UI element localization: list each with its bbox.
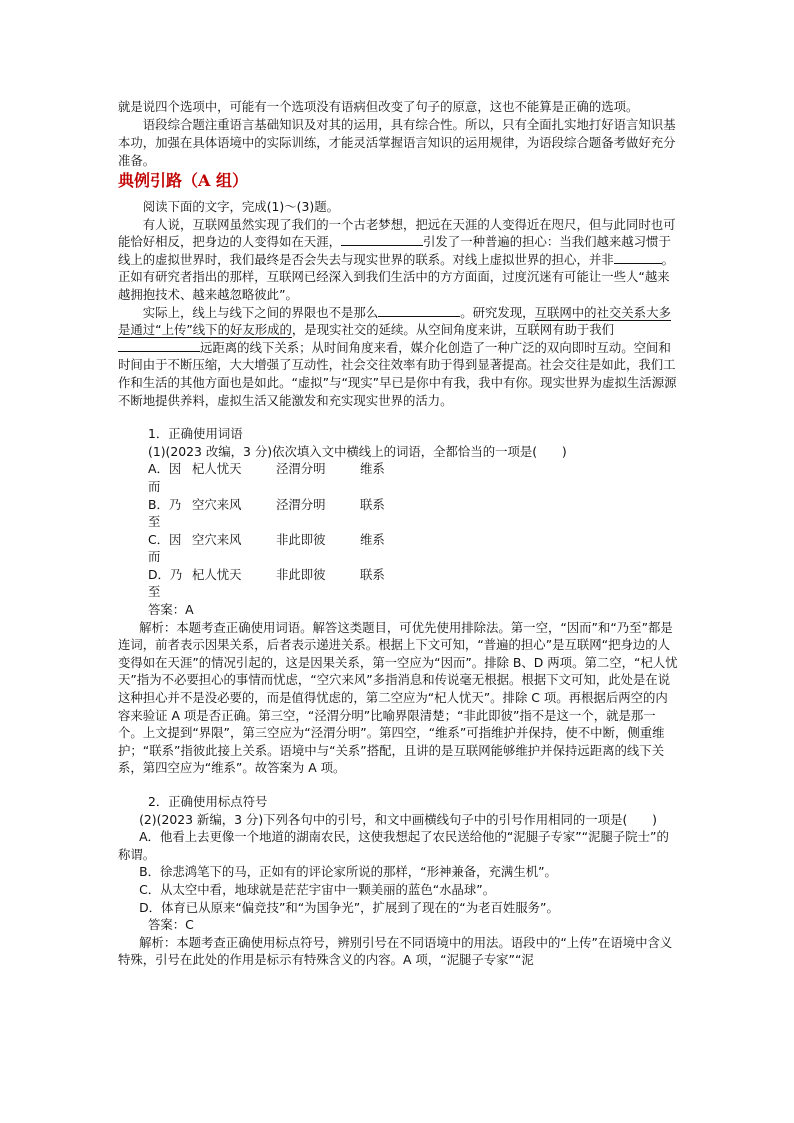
question-2-option-d: D．体育已从原来“偏竞技”和“为国争光”，扩展到了现在的“为老百姓服务”。	[139, 899, 559, 915]
question-2-option-c: C．从太空中看，地球就是茫茫宇宙中一颗美丽的蓝色“水晶球”。	[139, 881, 496, 897]
section-heading: 典例引路（A 组）	[118, 171, 248, 190]
option-word: 空穴来风	[192, 496, 242, 512]
fill-blank-4	[118, 339, 200, 352]
question-1-option-d	[118, 566, 678, 601]
option-label: D．乃至	[148, 566, 183, 600]
passage-paragraph-1	[118, 216, 678, 304]
option-word: 维系	[360, 531, 385, 547]
question-1-section-title: 1．正确使用词语	[148, 426, 243, 442]
option-word: 空穴来风	[192, 531, 242, 547]
question-1-analysis: 解析：本题考查正确使用词语。解答这类题目，可优先使用排除法。第一空，“因而”和“乃至”都是连词，前者表示因果关系，后者表示递进关系。根据上下文可知，“普遍的担心”是互联网“把身边的人变得如在天涯”的情况引起的，这是因果关系，第一空应为“因而”。排除 B、D 两项。第二空，“杞人忧天”指为不必要担心的事情而忧虑，“空穴来风”多指消息和传说毫无根据。根据下文可知，此处是在说这种担心并不是没必要的，而是值得忧虑的，第二空应为“杞人忧天”。排除 C 项。再根据后两空的内容来验证 A 项是否正确。第三空，“泾渭分明”比喻界限清楚；“非此即彼”指不是这一个，就是那一个。上文提到“界限”，第三空应为“泾渭分明”。第四空，“维系”可指维护并保持，使不中断，侧重维护；“联系”指彼此接上关系。语境中与“关系”搭配，且讲的是互联网能够维护并保持远距离的线下关系，第四空应为“维系”。故答案为 A 项。	[118, 619, 678, 776]
option-label: C．因而	[148, 531, 182, 565]
question-1-stem: (1)(2023 改编，3 分)依次填入文中横线上的词语，全都恰当的一项是( )	[148, 443, 567, 459]
reading-instruction: 阅读下面的文字，完成(1)～(3)题。	[142, 199, 339, 214]
option-word: 非此即彼	[276, 566, 326, 582]
passage-text: 。正如有研究者指出的那样，互联网已经深入到我们生活中的方方面面，过度沉迷有可能让一些人“越来越拥抱技术、越来越忽略彼此”。	[118, 251, 675, 302]
option-word: 维系	[360, 461, 385, 477]
option-word: 杞人忧天	[192, 566, 242, 582]
option-label: B．乃至	[148, 496, 182, 530]
fill-blank-2	[614, 251, 662, 264]
intro-paragraph-2: 语段综合题注重语言基础知识及对其的运用，具有综合性。所以，只有全面扎实地打好语言知识基本功，加强在具体语境中的实际训练，才能灵活掌握语言知识的运用规律，为语段综合题备考做好充分准备。	[118, 117, 676, 168]
option-word: 非此即彼	[276, 531, 326, 547]
question-1-option-b	[118, 496, 678, 531]
option-label: A．因而	[148, 461, 182, 494]
document-page	[118, 98, 678, 969]
option-word: 泾渭分明	[276, 496, 326, 512]
question-2-option-b: B．徐悲鸿笔下的马，正如有的评论家所说的那样，“形神兼备，充满生机”。	[139, 864, 557, 880]
option-word: 杞人忧天	[192, 461, 242, 477]
passage-paragraph-2	[118, 304, 678, 410]
question-2-analysis: 解析：本题考查正确使用标点符号，辨别引号在不同语境中的用法。语段中的“上传”在语境中含义特殊，引号在此处的作用是标示有特殊含义的内容。A 项，“泥腿子专家”“泥	[118, 934, 673, 968]
passage-text: ，是现实社交的延续。从空间角度来讲，互联网有助于我们	[291, 322, 615, 338]
passage-text: 引发了一种普遍的担心：当我们越来越习惯于线上的虚拟世界时，我们最终是否会失去与现实世界的联系。对线上虚拟世界的担心，并非	[118, 234, 671, 267]
option-word: 联系	[360, 566, 385, 582]
reading-passage	[118, 198, 678, 409]
question-2	[118, 793, 678, 969]
question-2-option-a: A．他看上去更像一个地道的湖南农民，这使我想起了农民送给他的“泥腿子专家”“泥腿子院士”的称谓。	[118, 829, 669, 862]
passage-text: 远距离的线下关系；从时间角度来看，媒介化创造了一种广泛的双向即时互动。空间和时间由于不断压缩，大大增强了互动性，社会交往效率有助于得到显著提高。社会交往是如此，我们工作和生活的其他方面也是如此。“虚拟”与“现实”早已是你中有我，我中有你。现实世界为虚拟生活源源不断地提供养料，虚拟生活又能激发和充实现实世界的活力。	[118, 339, 677, 408]
question-2-section-title: 2．正确使用标点符号	[148, 794, 268, 809]
underlined-sentence: 互联网中的社交关系大多是通过“上传”线下的好友形成的	[118, 304, 671, 338]
fill-blank-3	[378, 304, 460, 317]
question-1-option-c	[118, 531, 678, 566]
question-2-answer: 答案：C	[148, 917, 194, 933]
question-1-option-a	[118, 460, 678, 495]
passage-text: 有人说，互联网虽然实现了我们的一个古老梦想，把远在天涯的人变得近在咫尺，但与此同时也可能恰好相反，把身边的人变得如在天涯，	[118, 216, 676, 250]
passage-text: 。研究发现，	[460, 304, 535, 320]
passage-text: 实际上，线上与线下之间的界限也不是那么	[142, 304, 379, 320]
option-word: 泾渭分明	[276, 461, 326, 477]
option-word: 联系	[360, 496, 385, 512]
intro-paragraph-1: 就是说四个选项中，可能有一个选项没有语病但改变了句子的原意，这也不能算是正确的选项。	[118, 99, 639, 114]
question-2-stem: (2)(2023 新编，3 分)下列各句中的引号，和文中画横线句子中的引号作用相同的一项是( )	[139, 811, 657, 827]
question-1-answer: 答案：A	[148, 602, 194, 618]
question-1	[118, 425, 678, 777]
fill-blank-1	[341, 233, 423, 246]
